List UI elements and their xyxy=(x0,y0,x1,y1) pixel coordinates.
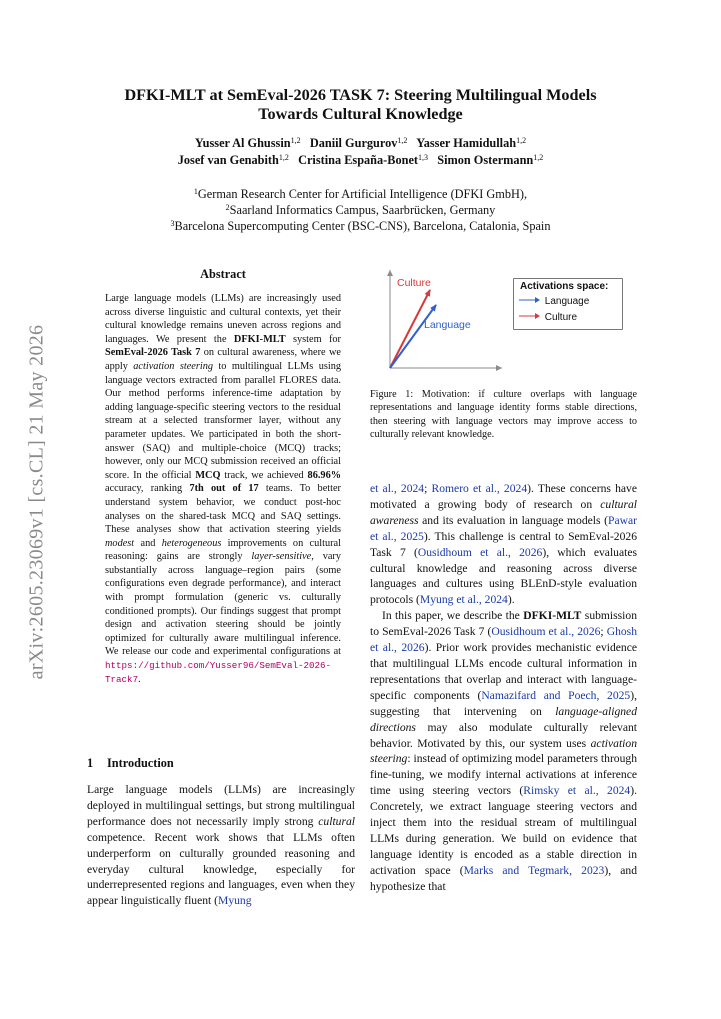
intro-column-left xyxy=(87,782,355,909)
legend-language-arrow-icon xyxy=(518,296,542,304)
language-vector-arrow xyxy=(390,305,436,368)
intro-paragraph-1-continued: et al., 2024; Romero et al., 2024). These concerns have motivated a growing body of research on cultural awareness and its evaluation in language models (Pawar et al., 2025). This challenge is central to SemEval-2026 Task 7 (Ousidhoum et al., 2026), which evaluates cultural knowledge and reasoning across diverse languages and cultures using BLEnD-style evaluation protocols (Myung et al., 2024). xyxy=(370,482,637,607)
citation-link[interactable]: Myung et al., 2024 xyxy=(419,593,508,607)
paper-title xyxy=(0,86,721,124)
author-name: Simon Ostermann xyxy=(437,153,534,167)
author-affiliation-mark: 1,2 xyxy=(533,153,544,162)
abstract-heading: Abstract xyxy=(200,267,246,281)
affiliation-2 xyxy=(0,202,721,218)
author-name: Cristina España-Bonet xyxy=(298,153,419,167)
section-heading-introduction xyxy=(87,756,174,771)
affiliation-text: German Research Center for Artificial Intelligence (DFKI GmbH), xyxy=(197,187,528,201)
affiliation-3 xyxy=(0,218,721,234)
citation-link[interactable]: Marks and Tegmark, 2023 xyxy=(463,863,605,877)
language-vector-label: Language xyxy=(424,319,471,331)
citation-link[interactable]: Ghosh et al., 2026 xyxy=(370,625,637,655)
affiliation-text: Saarland Informatics Campus, Saarbrücken, Germany xyxy=(229,203,496,217)
arxiv-identifier: arXiv:2605.23069v1 [cs.CL] 21 May 2026 xyxy=(25,324,48,680)
culture-vector-label: Culture xyxy=(397,277,431,289)
intro-paragraph-2: In this paper, we describe the DFKI-MLT submission to SemEval-2026 Task 7 (Ousidhoum et al., 2026; Ghosh et al., 2026). Prior work provides mechanistic evidence that multilingual LLMs encode cultural information in representations that overlap and interact with language-specific components (Namazifard and Poech, 2025), suggesting that intervening on language-aligned directions may also modulate culturally relevant behavior. Motivated by this, our system uses activation steering: instead of optimizing model parameters through fine-tuning, we modify internal activations at inference time using steering vectors (Rimsky et al., 2024). Concretely, we extract language steering vectors and inject them into the residual stream of multilingual LLMs during generation. We build on evidence that language identity is encoded as a stable direction in activation space (Marks and Tegmark, 2023), and hypothesize that xyxy=(370,609,637,893)
author-affiliation-mark: 1,2 xyxy=(278,153,289,162)
citation-link[interactable]: Pawar et al., 2025 xyxy=(370,513,637,543)
citation-link[interactable]: Myung xyxy=(218,894,252,908)
affiliation-number: 3 xyxy=(170,219,175,228)
author-list xyxy=(0,135,721,169)
title-line-2: Towards Cultural Knowledge xyxy=(258,105,463,123)
intro-paragraph-1: Large language models (LLMs) are increasingly deployed in multilingual settings, but strong multilingual performance does not necessarily imply strong cultural competence. Recent work shows that LLMs often underperform on culturally grounded reasoning and everyday cultural knowledge, especially for underrepresented regions and languages, even when they appear linguistically fluent (Myung xyxy=(87,783,355,908)
legend-item-language xyxy=(518,296,589,307)
author-line-2 xyxy=(0,152,721,169)
author-name: Yusser Al Ghussin xyxy=(194,136,291,150)
figure-legend xyxy=(513,278,623,330)
arxiv-sidebar xyxy=(22,292,52,712)
code-repo-link[interactable]: https://github.com/Yusser96/SemEval-2026-Track7 xyxy=(105,660,332,685)
citation-link[interactable]: Rimsky et al., 2024 xyxy=(523,784,631,798)
abstract-body xyxy=(105,292,341,686)
citation-link[interactable]: Ousidhoum et al., 2026 xyxy=(491,625,601,639)
author-name: Daniil Gurgurov xyxy=(309,136,398,150)
citation-link[interactable]: Romero et al., 2024 xyxy=(431,482,528,495)
citation-link[interactable]: Namazifard and Poech, 2025 xyxy=(481,688,631,702)
affiliation-number: 1 xyxy=(193,187,198,196)
author-affiliation-mark: 1,2 xyxy=(516,136,527,145)
citation-link[interactable]: et al., 2024 xyxy=(370,482,425,495)
intro-column-right xyxy=(370,481,637,895)
affiliation-text: Barcelona Supercomputing Center (BSC-CNS), Barcelona, Catalonia, Spain xyxy=(174,219,551,233)
legend-label: Language xyxy=(544,296,590,307)
legend-culture-arrow-icon xyxy=(518,312,542,320)
author-affiliation-mark: 1,2 xyxy=(397,136,408,145)
abstract-paragraph: Large language models (LLMs) are increasingly used across diverse linguistic and cultural contexts, yet their cultural knowledge remains uneven across regions and languages. We present the DFKI-MLT system for SemEval-2026 Task 7 on cultural awareness, where we apply activation steering to multilingual LLMs using language vectors extracted from parallel FLORES data. Our method performs inference-time adaptation by adding language-specific steering vectors to the residual stream at a selected transformer layer, without any parameter updates. We participated in both the short-answer (SAQ) and multiple-choice (MCQ) tracks; however, only our MCQ submission received an official score. In the official MCQ track, we achieved 86.96% accuracy, ranking 7th out of 17 teams. To better understand system behavior, we conduct post-hoc analyses on the shared-task MCQ and SAQ settings. These analyses show that activation steering yields modest and heterogeneous improvements on cultural reasoning: gains are strongly layer-sensitive, vary substantially across language–region pairs (some configurations even degrade performance), and interact with prompt formulation (generic vs. culturally conditioned prompts). Our findings suggest that prompt design and activation steering should be jointly optimized for culturally aware multilingual inference. We release our code and experimental configurations at https://github.com/Yusser96/SemEval-2026-Track7. xyxy=(105,293,342,685)
affiliations xyxy=(0,186,721,234)
legend-title: Activations space: xyxy=(520,281,609,292)
author-name: Josef van Genabith xyxy=(177,153,279,167)
author-affiliation-mark: 1,3 xyxy=(418,153,429,162)
affiliation-1 xyxy=(0,186,721,202)
title-line-1: DFKI-MLT at SemEval-2026 TASK 7: Steering Multilingual Models xyxy=(124,86,597,104)
section-title: Introduction xyxy=(107,756,174,770)
legend-label: Culture xyxy=(544,312,578,323)
section-number: 1 xyxy=(87,756,94,770)
author-name: Yasser Hamidullah xyxy=(416,136,517,150)
author-affiliation-mark: 1,2 xyxy=(290,136,301,145)
figure-1 xyxy=(370,264,637,380)
legend-item-culture xyxy=(518,312,577,323)
citation-link[interactable]: Ousidhoum et al., 2026 xyxy=(417,545,543,559)
figure-1-caption: Figure 1: Motivation: if culture overlaps with language representations and language identity forms stable directions, then steering with language vectors may improve access to culturally relevant knowledge. xyxy=(370,389,637,441)
affiliation-number: 2 xyxy=(225,203,230,212)
author-line-1 xyxy=(0,135,721,152)
